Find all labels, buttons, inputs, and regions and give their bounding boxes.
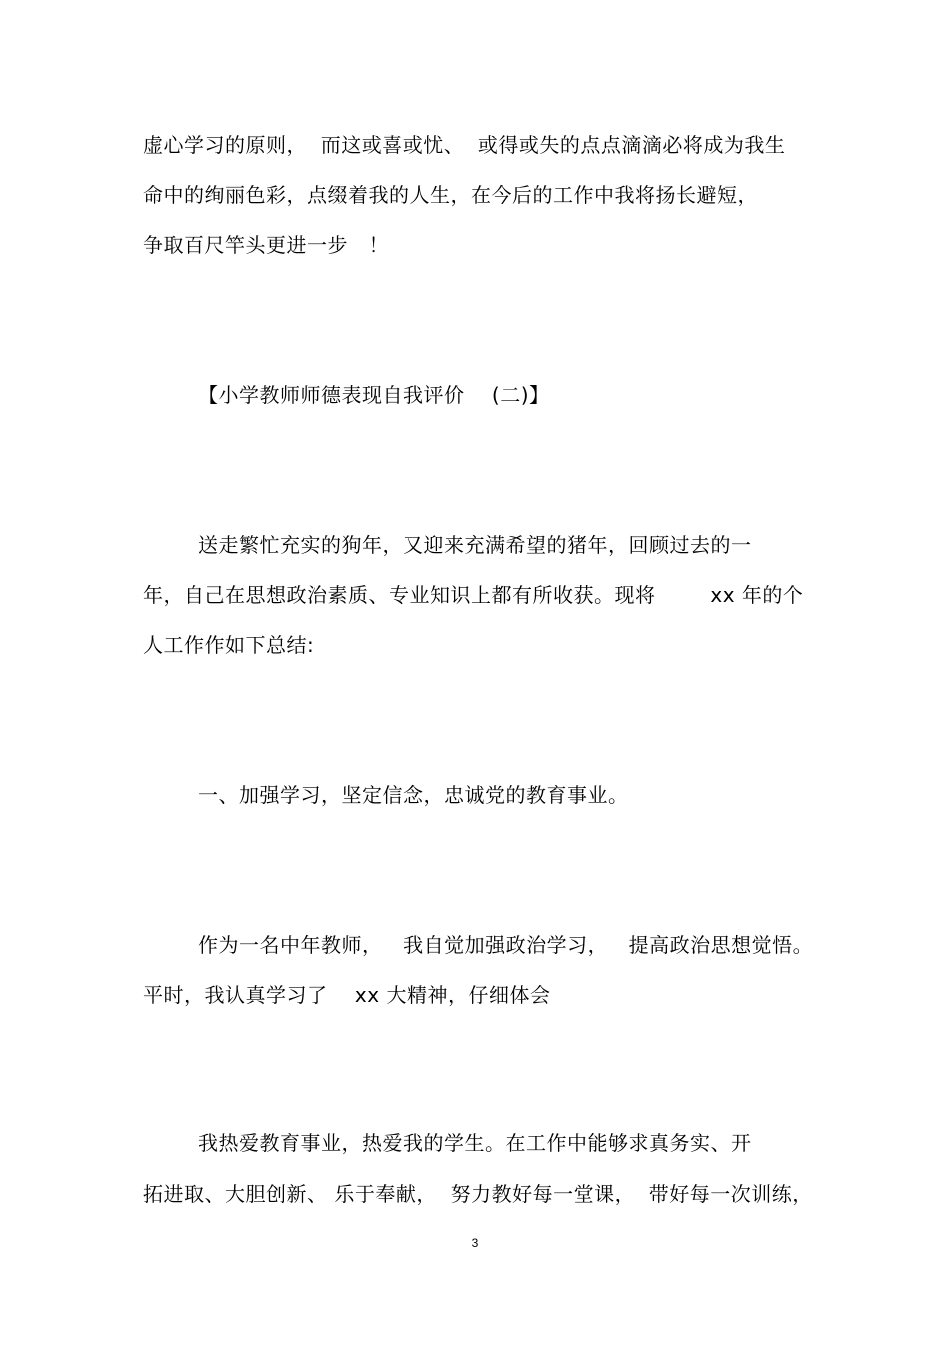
paragraph-line: 我热爱教育事业，热爱我的学生。在工作中能够求真务实、开 [198,1131,752,1155]
page-number: 3 [471,1236,479,1250]
section-heading: 一、加强学习，坚定信念，忠诚党的教育事业。 [198,783,629,807]
paragraph-line: 拓进取、大胆创新、 乐于奉献， 努力教好每一堂课， 带好每一次训练， [143,1182,813,1206]
paragraph-line: 争取百尺竿头更进一步 ！ [143,233,390,257]
paragraph-line: 命中的绚丽色彩，点缀着我的人生，在今后的工作中我将扬长避短， [143,183,758,207]
paragraph-line: 虚心学习的原则， 而这或喜或忧、 或得或失的点点滴滴必将成为我生 [143,133,786,157]
paragraph-line: 送走繁忙充实的狗年，又迎来充满希望的猪年，回顾过去的一 [198,533,752,557]
section-title: 【小学教师师德表现自我评价 (二)】 [198,383,550,407]
paragraph-line: 平时，我认真学习了 xx 大精神，仔细体会 [143,983,551,1007]
paragraph-line: 人工作作如下总结: [143,633,315,657]
paragraph-line: 作为一名中年教师， 我自觉加强政治学习， 提高政治思想觉悟。 [198,933,814,957]
paragraph-line: 年，自己在思想政治素质、专业知识上都有所收获。现将 xx 年的个 [143,583,804,607]
